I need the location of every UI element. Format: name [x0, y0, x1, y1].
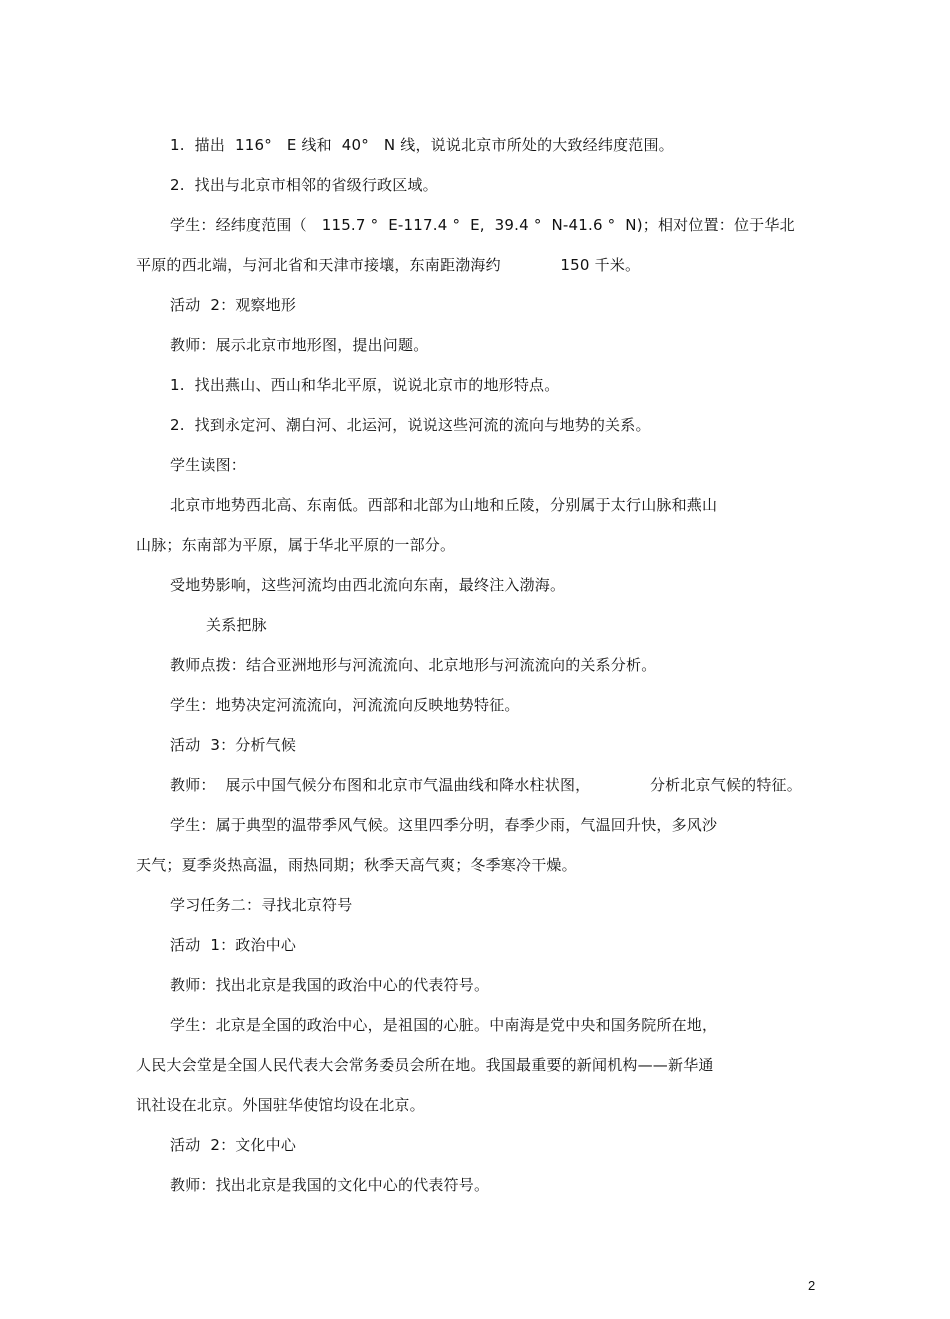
text-line: 教师：找出北京是我国的政治中心的代表符号。: [170, 976, 490, 994]
text-line: 学生：经纬度范围（ 115.7 ° E-117.4 ° E, 39.4 ° N-41.6 ° N)；相对位置：位于华北: [170, 216, 795, 234]
section-heading: 关系把脉: [206, 616, 267, 634]
text-line: 活动 3：分析气候: [170, 736, 297, 754]
text-line: 受地势影响，这些河流均由西北流向东南，最终注入渤海。: [170, 576, 566, 594]
text-line: 教师：展示北京市地形图，提出问题。: [170, 336, 429, 354]
text-line: 2. 找出与北京市相邻的省级行政区域。: [170, 176, 438, 194]
text-line: 1. 描出 116° E 线和 40° N 线，说说北京市所处的大致经纬度范围。: [170, 136, 674, 154]
text-line: 活动 2：文化中心: [170, 1136, 297, 1154]
text-line: 活动 1：政治中心: [170, 936, 297, 954]
text-line: 天气；夏季炎热高温，雨热同期；秋季天高气爽；冬季寒冷干燥。: [136, 856, 577, 874]
text-line: 山脉；东南部为平原，属于华北平原的一部分。: [136, 536, 456, 554]
text-line: 活动 2：观察地形: [170, 296, 297, 314]
text-line: 学生：属于典型的温带季风气候。这里四季分明，春季少雨，气温回升快，多风沙: [170, 816, 718, 834]
text-line: 北京市地势西北高、东南低。西部和北部为山地和丘陵，分别属于太行山脉和燕山: [170, 496, 718, 514]
text-line: 学生：地势决定河流流向，河流流向反映地势特征。: [170, 696, 520, 714]
text-line: 教师： 展示中国气候分布图和北京市气温曲线和降水柱状图， 分析北京气候的特征。: [170, 776, 802, 794]
text-line: 人民大会堂是全国人民代表大会常务委员会所在地。我国最重要的新闻机构——新华通: [136, 1056, 714, 1074]
text-line: 平原的西北端，与河北省和天津市接壤，东南距渤海约 150 千米。: [136, 256, 641, 274]
text-line: 1. 找出燕山、西山和华北平原，说说北京市的地形特点。: [170, 376, 560, 394]
text-line: 2. 找到永定河、潮白河、北运河，说说这些河流的流向与地势的关系。: [170, 416, 651, 434]
text-line: 学生：北京是全国的政治中心，是祖国的心脏。中南海是党中央和国务院所在地，: [170, 1016, 718, 1034]
text-line: 学生读图：: [170, 456, 247, 474]
text-line: 教师：找出北京是我国的文化中心的代表符号。: [170, 1176, 490, 1194]
text-line: 教师点拨：结合亚洲地形与河流流向、北京地形与河流流向的关系分析。: [170, 656, 657, 674]
page-number: 2: [808, 1278, 816, 1293]
section-heading: 学习任务二：寻找北京符号: [170, 896, 353, 914]
text-line: 讯社设在北京。外国驻华使馆均设在北京。: [136, 1096, 425, 1114]
